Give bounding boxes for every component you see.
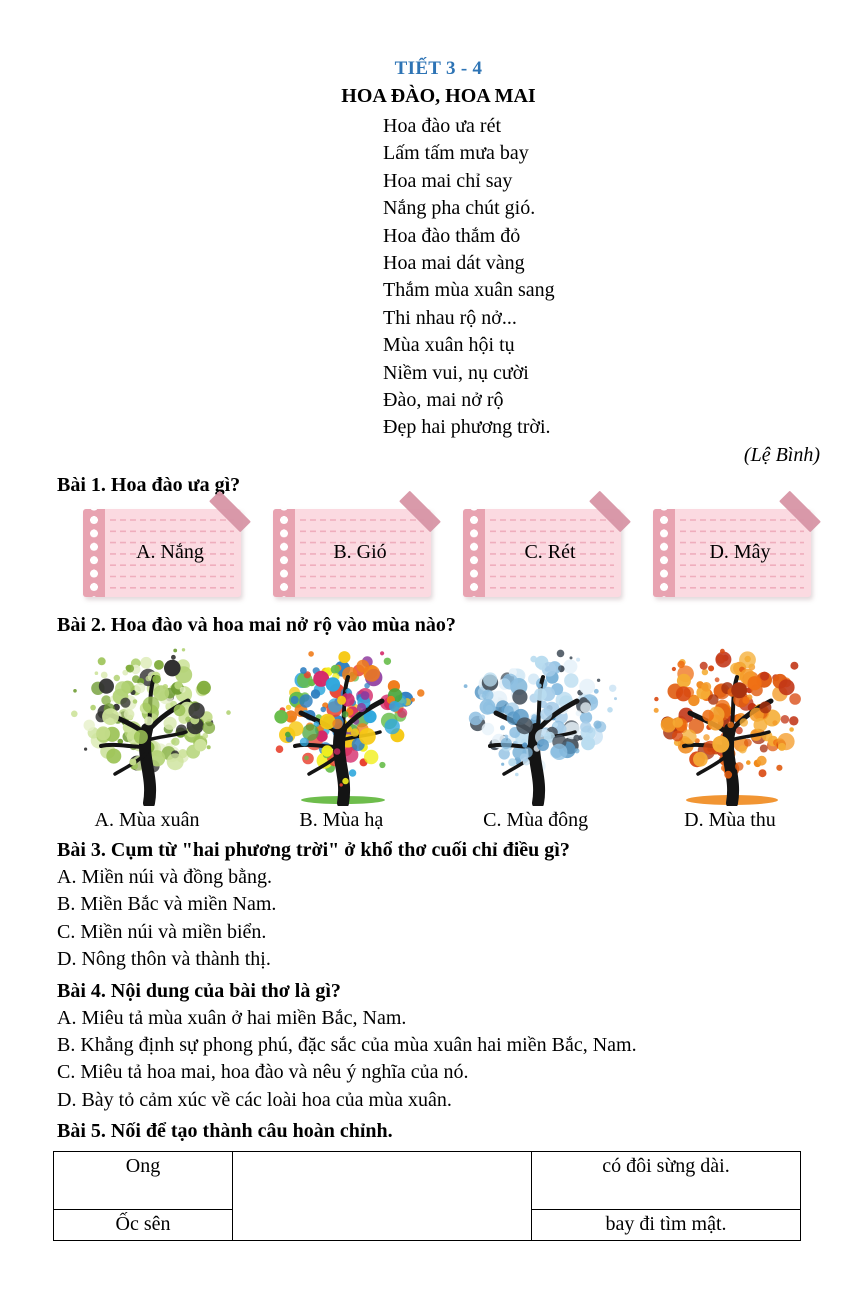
answer-label: B. Gió <box>333 541 387 564</box>
answer-label-spring[interactable]: A. Mùa xuân <box>94 808 200 831</box>
answer-note-a[interactable] <box>83 509 241 597</box>
question-5-heading: Bài 5. Nối để tạo thành câu hoàn chỉnh. <box>57 1120 393 1143</box>
poem-line: Hoa đào ưa rét <box>383 115 502 137</box>
note-binding-strip <box>653 509 675 597</box>
match-right-cell-honey[interactable]: bay đi tìm mật. <box>532 1210 801 1241</box>
answer-option[interactable]: C. Miền núi và miền biển. <box>57 920 267 943</box>
answer-option[interactable]: D. Nông thôn và thành thị. <box>57 948 271 971</box>
match-left-cell-ong[interactable]: Ong <box>54 1152 233 1210</box>
poem-line: Hoa mai chỉ say <box>383 169 513 192</box>
answer-label: D. Mây <box>709 541 771 564</box>
winter-tree-image[interactable] <box>446 643 626 806</box>
poem-line: Đào, mai nở rộ <box>383 389 504 412</box>
answer-label: C. Rét <box>524 541 576 564</box>
answer-option[interactable]: B. Khẳng định sự phong phú, đặc sắc của mùa xuân hai miền Bắc, Nam. <box>57 1033 637 1056</box>
matching-table <box>53 1151 801 1241</box>
note-binding-strip <box>463 509 485 597</box>
poem-line: Mùa xuân hội tụ <box>383 334 515 357</box>
question-4-heading: Bài 4. Nội dung của bài thơ là gì? <box>57 979 341 1002</box>
match-middle-cell[interactable] <box>233 1152 532 1241</box>
answer-option[interactable]: A. Miêu tả mùa xuân ở hai miền Bắc, Nam. <box>57 1006 407 1029</box>
answer-label-winter[interactable]: C. Mùa đông <box>483 808 589 831</box>
poem-line: Thi nhau rộ nở... <box>383 306 517 329</box>
poem-line: Hoa mai dát vàng <box>383 252 525 275</box>
poem-line: Đẹp hai phương trời. <box>383 416 551 439</box>
question-1-heading: Bài 1. Hoa đào ưa gì? <box>57 473 241 496</box>
poem-line: Thắm mùa xuân sang <box>383 279 555 302</box>
poem <box>383 113 820 442</box>
answer-label-summer[interactable]: B. Mùa hạ <box>299 808 384 831</box>
answer-option[interactable]: C. Miêu tả hoa mai, hoa đào và nêu ý nghĩa của nó. <box>57 1061 469 1084</box>
answer-option[interactable]: D. Bày tỏ cảm xúc về các loài hoa của mùa xuân. <box>57 1088 452 1111</box>
question-1-options <box>83 509 820 601</box>
answer-option[interactable]: A. Miền núi và đồng bằng. <box>57 865 272 888</box>
answer-note-d[interactable] <box>653 509 811 597</box>
match-right-cell-antlers[interactable]: có đôi sừng dài. <box>532 1152 801 1210</box>
spring-tree-image[interactable] <box>57 643 237 806</box>
answer-note-c[interactable] <box>463 509 621 597</box>
poem-line: Nắng pha chút gió. <box>383 197 536 220</box>
summer-tree-image[interactable] <box>251 643 431 806</box>
autumn-tree-image[interactable] <box>640 643 820 806</box>
poem-line: Niềm vui, nụ cười <box>383 361 529 384</box>
poem-author: (Lệ Bình) <box>743 443 820 466</box>
question-3-heading: Bài 3. Cụm từ "hai phương trời" ở khổ thơ cuối chỉ điều gì? <box>57 838 570 861</box>
note-binding-strip <box>83 509 105 597</box>
answer-note-b[interactable] <box>273 509 431 597</box>
poem-title: HOA ĐÀO, HOA MAI <box>341 85 536 107</box>
question-2-images <box>57 643 820 806</box>
match-left-cell-oc-sen[interactable]: Ốc sên <box>54 1210 233 1241</box>
question-2-options <box>57 807 820 833</box>
answer-option[interactable]: B. Miền Bắc và miền Nam. <box>57 893 277 916</box>
answer-label-autumn[interactable]: D. Mùa thu <box>684 808 776 831</box>
question-2-heading: Bài 2. Hoa đào và hoa mai nở rộ vào mùa nào? <box>57 613 456 636</box>
answer-label: A. Nắng <box>136 541 204 564</box>
lesson-title: TIẾT 3 - 4 <box>394 58 483 79</box>
note-binding-strip <box>273 509 295 597</box>
poem-line: Lấm tấm mưa bay <box>383 142 529 165</box>
poem-line: Hoa đào thắm đỏ <box>383 224 521 247</box>
